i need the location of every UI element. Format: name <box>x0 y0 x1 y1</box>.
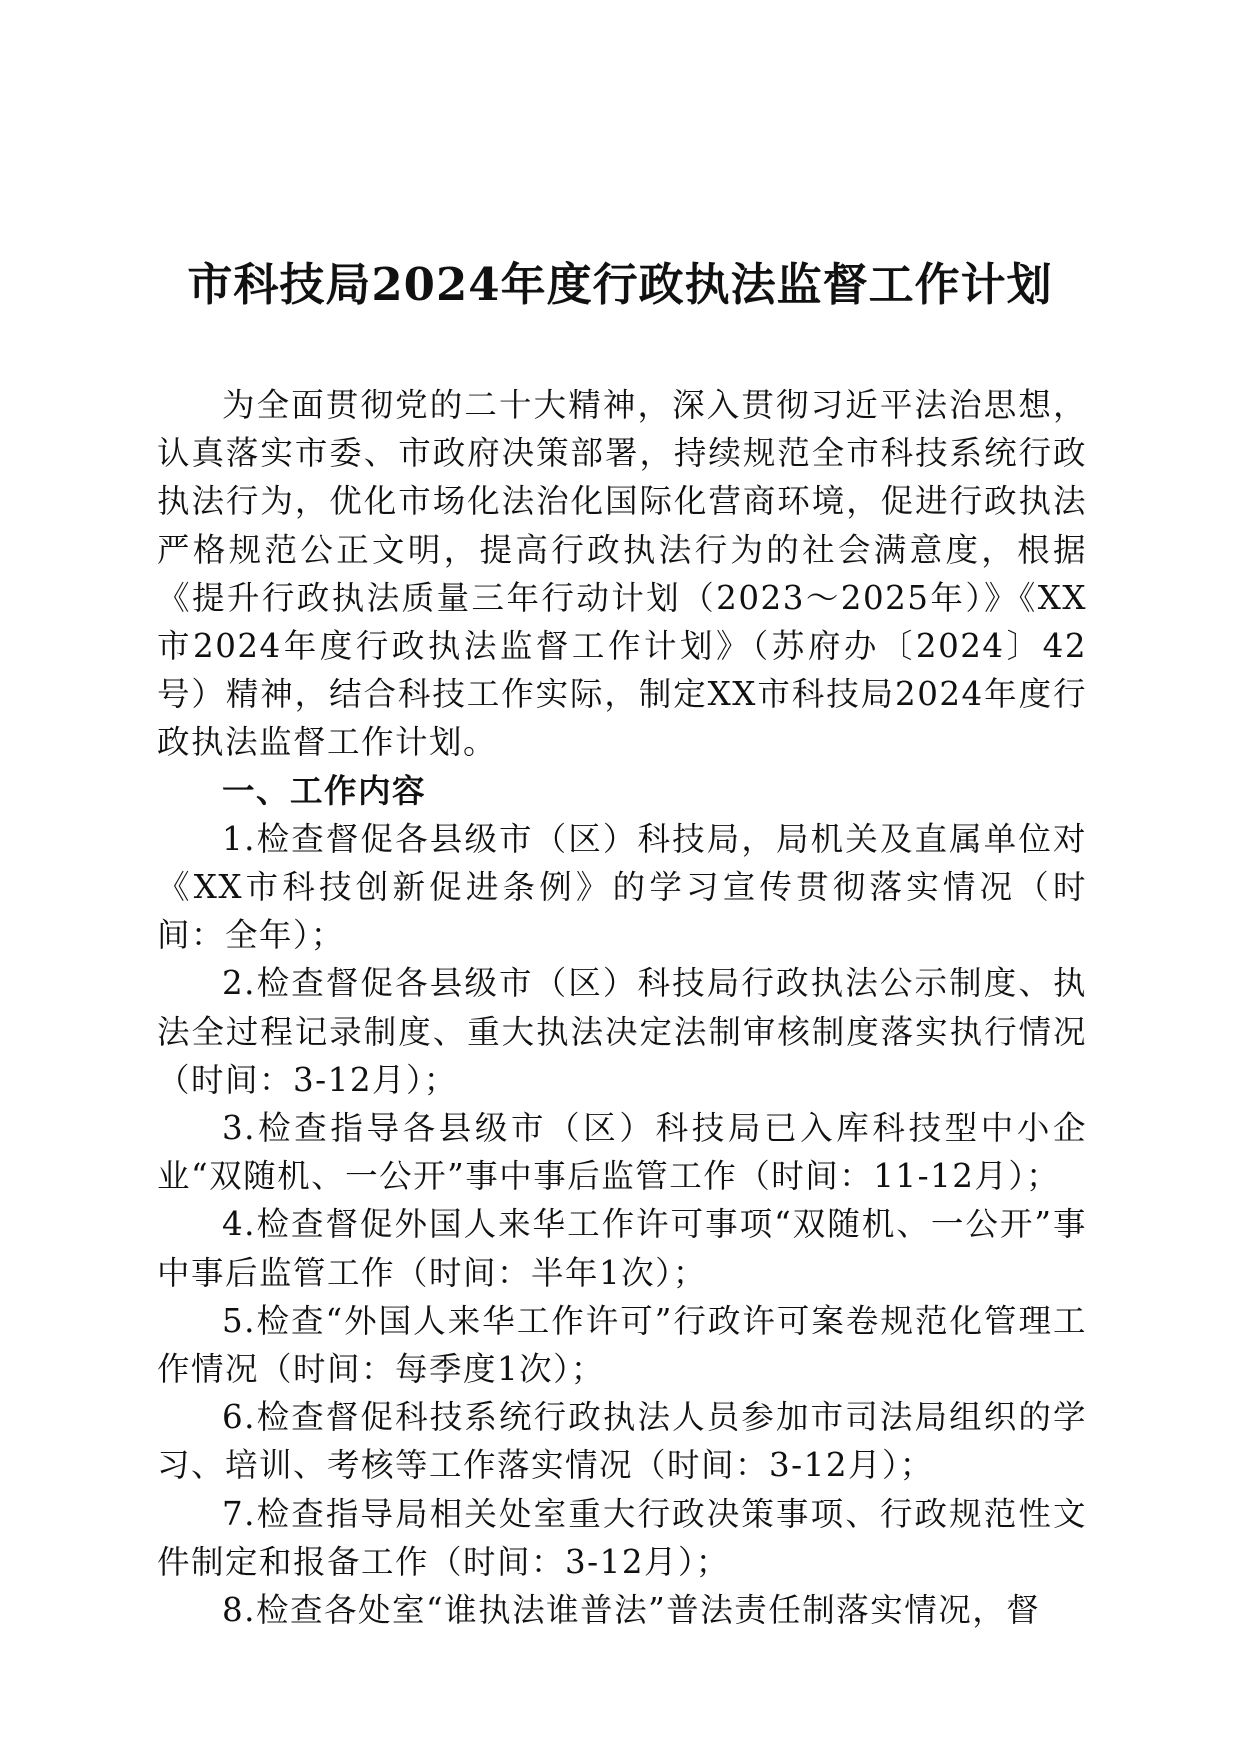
list-item: 3.检查指导各县级市（区）科技局已入库科技型中小企业“双随机、一公开”事中事后监管工作（时间：11-12月）； <box>157 1109 1087 1196</box>
list-item: 4.检查督促外国人来华工作许可事项“双随机、一公开”事中事后监管工作（时间：半年1次）； <box>157 1205 1087 1292</box>
section-heading: 一、工作内容 <box>222 770 427 810</box>
list-item: 1.检查督促各县级市（区）科技局，局机关及直属单位对《XX市科技创新促进条例》的学习宣传贯彻落实情况（时间：全年）； <box>157 819 1087 955</box>
intro-paragraph: 为全面贯彻党的二十大精神，深入贯彻习近平法治思想，认真落实市委、市政府决策部署，持续规范全市科技系统行政执法行为，优化市场化法治化国际化营商环境，促进行政执法严格规范公正文明，提高行政执法行为的社会满意度，根据《提升行政执法质量三年行动计划（2023～2025年）》《XX市2024年度行政执法监督工作计划》（苏府办〔2024〕42号）精神，结合科技工作实际，制定XX市科技局2024年度行政执法监督工作计划。 <box>157 386 1087 762</box>
document-body <box>157 381 1087 1634</box>
list-item: 2.检查督促各县级市（区）科技局行政执法公示制度、执法全过程记录制度、重大执法决定法制审核制度落实执行情况（时间：3-12月）； <box>157 964 1087 1099</box>
list-item: 5.检查“外国人来华工作许可”行政许可案卷规范化管理工作情况（时间：每季度1次）； <box>157 1301 1087 1389</box>
list-item: 6.检查督促科技系统行政执法人员参加市司法局组织的学习、培训、考核等工作落实情况（时间：3-12月）； <box>157 1398 1087 1485</box>
list-item: 7.检查指导局相关处室重大行政决策事项、行政规范性文件制定和报备工作（时间：3-12月）； <box>157 1494 1087 1581</box>
list-item: 8.检查各处室“谁执法谁普法”普法责任制落实情况，督 <box>222 1591 1041 1630</box>
document-title: 市科技局2024年度行政执法监督工作计划 <box>187 258 1053 311</box>
